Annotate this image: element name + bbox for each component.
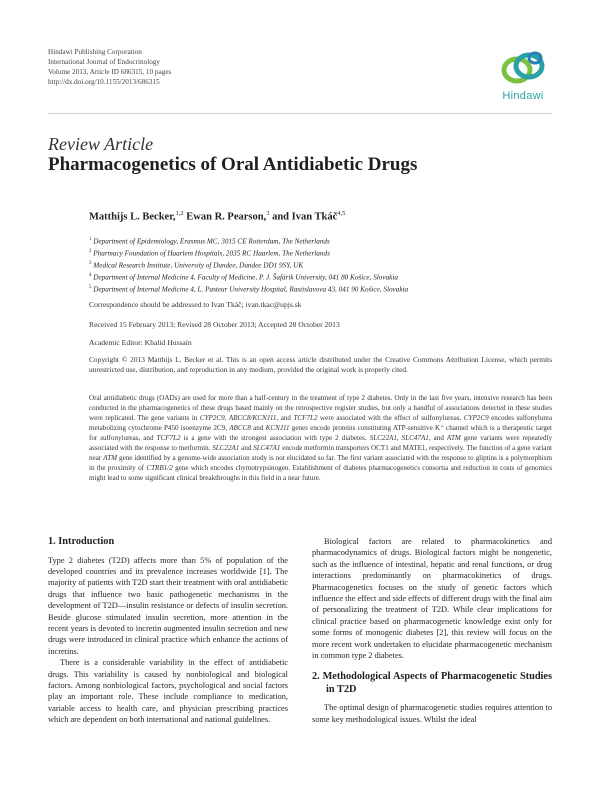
abstract-text: genes encode proteins constituting ATP-sensitive K⁺ channel which is a therapeutic target for sulfonylureas, and: [89, 423, 553, 442]
abstract-gene-name: ATM: [103, 453, 118, 462]
article-title: Pharmacogenetics of Oral Antidiabetic Drugs: [48, 154, 418, 175]
affiliation-number: 3: [89, 260, 92, 266]
body-paragraph: Biological factors are related to pharmacokinetics and pharmacodynamics of drugs. Biological factors might be nongenetic, such as the influence of intestinal, hepatic and renal functions, or drug interactions predominantly on pharmacokinetics of drugs. Pharmacogenetics focuses on the study of genetic factors which influence the effect and side effects of different drugs with the final aim of personalizing the treatment of T2D. While clear implications for clinical practice based on pharmacogenetic knowledge exist only for some forms of monogenic diabetes [2], this review will focus on the more recent work undertaken to elucidate pharmacogenetic mechanism in common type 2 diabetes.: [312, 537, 552, 661]
affiliation-number: 5: [89, 284, 92, 290]
affiliation-number: 2: [89, 248, 92, 254]
author-name: and Ivan Tkáč: [269, 211, 338, 223]
abstract-gene-name: CTRB1/2: [146, 463, 173, 472]
author-name: Ewan R. Pearson,: [183, 211, 267, 223]
author-name: Matthijs L. Becker,: [89, 211, 176, 223]
hindawi-logo-icon: [495, 46, 551, 90]
affiliation-item: [89, 247, 408, 259]
body-paragraph: Type 2 diabetes (T2D) affects more than 5% of population of the developed countries and its prevalence increases worldwide [1]. The majority of patients with T2D start their treatment with oral antidiabetic drugs that influence two basic pathogenetic mechanisms in the development of T2D—insulin resistance or defects of insulin secretion. Beside glucose stimulated insulin secretion, more attention in the recent years is devoted to incretin augmented insulin secretion and new drugs were introduced in clinical practice which enhance the actions of incretins.: [48, 555, 288, 656]
abstract-gene-name: SLC47A1: [253, 443, 281, 452]
abstract-gene-name: SLC22A1: [212, 443, 240, 452]
section-heading: 1. Introduction: [48, 536, 115, 547]
abstract-text: and: [239, 443, 254, 452]
affiliation-item: [89, 283, 408, 295]
abstract-gene-name: TCF7L2: [156, 433, 181, 442]
body-paragraph: There is a considerable variability in the effect of antidiabetic drugs. This variability is caused by nonbiological and biological factors. Among nonbiological factors, psychological and social factors play an important role. These include compliance to medication, variable access to health care, and physician prescribing practices which are dependent on both international and national guidelines.: [48, 658, 288, 725]
abstract: [89, 394, 552, 484]
abstract-text: and: [430, 433, 447, 442]
abstract-text: encodes sulfonylurea metabolizing cytochrome P450 isoenzyme 2C9,: [89, 413, 552, 432]
affiliation-number: 4: [89, 272, 92, 278]
body-paragraph: The optimal design of pharmacogenetic studies requires attention to some key methodological issues. Whilst the ideal: [312, 703, 552, 724]
abstract-text: gene variants were repeatedly associated with the response to metformin.: [89, 433, 553, 452]
abstract-text: and: [250, 423, 266, 432]
publication-info: [48, 47, 171, 87]
abstract-text: gene which encodes chymotrypsinogen. Establishment of diabetes pharmacogenetics consortia and reduction in costs of genomics might lead to some significant clinical breakthroughs in this field in a near future.: [89, 463, 553, 482]
abstract-text: Oral antidiabetic drugs (OADs) are used for more than a half-century in the treatment of type 2 diabetes. Only in the last five years, intensive research has been conducted in the pharmacogenetics of these drugs based mainly on the retrospective register studies, but only a handful of associations detected in these studies were replicated. The gene variants in: [89, 394, 552, 422]
header-divider: [48, 113, 552, 114]
journal-name: International Journal of Endocrinology: [48, 58, 160, 66]
affiliation-number: 1: [89, 237, 92, 242]
abstract-gene-name: ATM: [446, 433, 461, 442]
affiliation-item: [89, 259, 408, 271]
abstract-gene-name: CYP2C9: [463, 413, 489, 422]
author-list: [89, 210, 345, 223]
affiliation-text: Medical Research Institute, University of Dundee, Dundee DD1 9SY, UK: [91, 261, 304, 270]
logo-wordmark: Hindawi: [502, 90, 544, 102]
abstract-gene-name: KCNJ11: [265, 423, 290, 432]
volume-info: Volume 2013, Article ID 686315, 10 pages: [48, 68, 172, 76]
body-column-left: [48, 536, 288, 726]
abstract-text: is a gene with the strongest association with type 2 diabetes.: [180, 433, 370, 442]
abstract-text: were associated with the effect of sulfonylureas.: [317, 413, 464, 422]
author-affiliation-marker: 3: [266, 210, 270, 217]
abstract-text: gene identified by a genome-wide association study is not elucidated so far. The first variant associated with the response to gliptins is a polymorphism in the proximity of: [89, 453, 552, 472]
affiliation-item: [89, 271, 408, 283]
publisher-name: Hindawi Publishing Corporation: [48, 48, 142, 56]
affiliation-text: Department of Internal Medicine 4, Faculty of Medicine, P. J. Šafárik University, 041 80 Košice, Slovakia: [91, 273, 398, 282]
abstract-gene-name: CYP2C9, ABCC8/KCNJ11,: [199, 413, 279, 422]
section-heading: 2. Methodological Aspects of Pharmacogenetic Studies in T2D: [312, 671, 552, 695]
abstract-gene-name: SLC22A1, SLC47A1,: [369, 433, 431, 442]
abstract-gene-name: TCF7L2: [293, 413, 318, 422]
affiliation-text: Pharmacy Foundation of Haarlem Hospitals, 2035 RC Haarlem, The Netherlands: [91, 249, 330, 258]
copyright-notice: Copyright © 2013 Matthijs L. Becker et al. This is an open access article distributed under the Creative Commons Attribution License, which permits unrestricted use, distribution, and reproduction in any medium, provided the original work is properly cited.: [89, 355, 552, 374]
affiliation-text: Department of Internal Medicine 4, L. Pasteur University Hospital, Rastislavova 43, 041 90 Košice, Slovakia: [91, 285, 409, 294]
abstract-gene-name: ABCC8: [229, 423, 251, 432]
doi-link[interactable]: http://dx.doi.org/10.1155/2013/686315: [48, 78, 160, 86]
affiliation-list: [89, 235, 408, 295]
affiliation-item: [89, 235, 408, 247]
abstract-text: encode metformin transporters OCT1 and MATE1, respectively. The function of a gene variant near: [89, 443, 552, 462]
author-affiliation-marker: 4,5: [337, 210, 346, 217]
academic-editor: Academic Editor: Khalid Hussain: [89, 338, 192, 347]
received-dates: Received 15 February 2013; Revised 28 October 2013; Accepted 28 October 2013: [89, 320, 340, 329]
hindawi-logo: [495, 46, 551, 106]
body-column-right: [312, 536, 552, 725]
correspondence: Correspondence should be addressed to Ivan Tkáč; ivan.tkac@upjs.sk: [89, 300, 302, 309]
article-type: Review Article: [48, 134, 154, 154]
affiliation-text: Department of Epidemiology, Erasmus MC, 3015 CE Rotterdam, The Netherlands: [91, 237, 330, 246]
author-affiliation-marker: 1,2: [175, 210, 184, 217]
abstract-text: and: [278, 413, 294, 422]
